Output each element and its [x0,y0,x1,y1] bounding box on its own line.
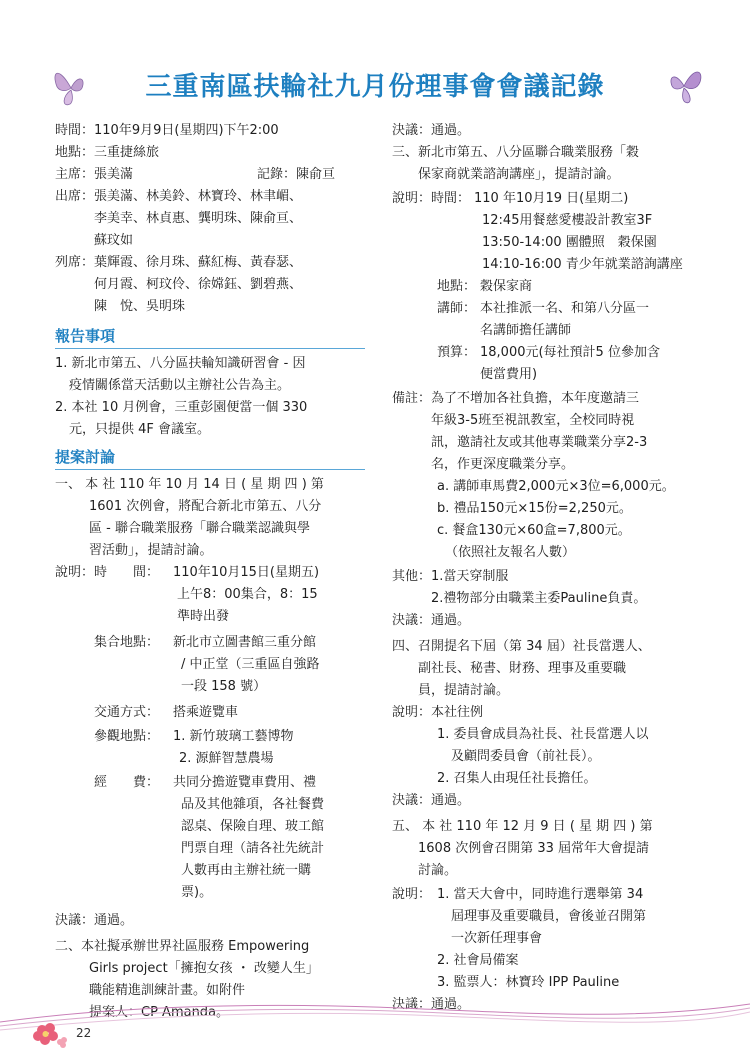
proposal-1-result: 決議：通過。 [55,913,134,928]
proposal-2-result: 決議：通過。 [392,123,471,138]
meeting-chair: 主席：張美滿 記錄：陳俞亘 [55,164,365,186]
right-column [392,120,702,1016]
observers: 列席： 葉輝霞、徐月珠、蘇紅梅、黃春瑟、 何月霞、柯玟伶、徐嫦鈺、劉碧燕、 陳 悅、吳明珠 [55,255,303,314]
proposal-5: 五、 本 社 110 年 12 月 9 日 ( 星 期 四 ) 第 1608 次例會召開第 33 屆常年大會提請 討論。 [392,819,653,878]
proposal-2: 二、本社擬承辦世界社區服務 Empowering Girls project「擁抱女孩 ・ 改變人生」 職能精進訓練計畫。如附件 提案人：CP Amanda。 [55,939,319,1020]
proposal-3-result: 決議：通過。 [392,613,471,628]
report-heading: 報告事項 [55,327,116,345]
proposal-3-lecturer: 講師： 本社推派一名、和第八分區一 名講師擔任講師 [437,301,650,338]
proposal-3-time: 說明： 時間： 110 年10月19 日(星期二) 12:45用餐慈愛樓設計教室3F 13:50-14:00 團體照 穀保園 14:10-16:00 青少年就業諮詢講座 [392,191,683,272]
proposal-1-place: 集合地點： 新北市立圖書館三重分館 / 中正堂（三重區自強路 一段 158 號） [94,635,320,694]
report-item-1: 1. 新北市第五、八分區扶輪知識研習會 - 因 疫情關係當天活動以主辦社公告為主。 [55,356,306,393]
proposal-rule [55,469,365,470]
report-item-2: 2. 本社 10 月例會，三重彭園便當一個 330 元，只提供 4F 會議室。 [55,400,308,437]
footer-wave-decoration [0,996,750,1036]
proposal-4-explain: 說明：本社往例 [392,705,484,720]
proposal-4: 四、召開提名下屆（第 34 屆）社長當選人、 副社長、秘書、財務、理事及重要職 員，提請討論。 [392,639,651,698]
proposal-3-costs: a. 講師車馬費2,000元×3位=6,000元。 b. 禮品150元×15份=2,250元。 c. 餐盒130元×60盒=7,800元。 （依照社友報名人數） [437,479,675,560]
attendees: 出席： 張美滿、林美鈴、林寶玲、林聿嵋、 李美幸、林貞惠、龔明珠、陳俞亘、 蘇玟如 [55,189,303,248]
proposal-1-traffic: 交通方式： 搭乘遊覽車 [94,705,239,720]
left-column [55,120,365,1024]
flower-icon [26,1016,70,1052]
proposal-5-explain: 說明： 1. 當天大會中，同時進行選舉第 34 屆理事及重要職員，會後並召開第 一次新任理事會 2. 社會局備案 3. 監票人：林寶玲 IPP Pauline [392,887,647,990]
page-number: 22 [76,1026,92,1040]
proposal-3-other: 其他： 1.當天穿制服 2.禮物部分由職業主委Pauline負責。 [392,569,647,606]
proposal-1-fee: 經 費： 共同分擔遊覽車費用、禮 品及其他雜項，各社餐費 認桌、保險自理、玻工館 門票自理（請各社先統計 人數再由主辦社統一購 票)。 [94,775,325,900]
proposal-3-place: 地點： 穀保家商 [437,279,533,294]
proposal-1-explain: 說明： 時 間： 110年10月15日(星期五) 上午8：00集合，8：15 準時出發 [55,565,320,624]
meeting-recorder: 記錄：陳俞亘 [257,167,336,182]
proposal-heading: 提案討論 [55,448,116,466]
proposal-3-note: 備註： 為了不增加各社負擔，本年度邀請三 年級3-5班至視訊教室，全校同時視 訊，邀請社友或其他專業職業分享2-3 名，作更深度職業分享。 [392,391,648,472]
report-rule [55,348,365,349]
page-title: 三重南區扶輪社九月份理事會會議記錄 [145,72,605,102]
proposal-4-items: 1. 委員會成員為社長、社長當選人以 及顧問委員會（前社長）。 2. 召集人由現任社長擔任。 [437,727,649,786]
proposal-1: 一、 本 社 110 年 10 月 14 日 ( 星 期 四 ) 第 1601 次例會，將配合新北市第五、八分 區 - 聯合職業服務「聯合職業認識與學 習活動」，提請討論。 [55,477,324,558]
proposal-5-result: 決議：通過。 [392,997,471,1012]
proposal-3-budget: 預算： 18,000元(每社預計5 位參加含 便當費用) [437,345,660,382]
meeting-place: 地點：三重捷絲旅 [55,145,160,160]
meeting-time: 時間：110年9月9日(星期四)下午2:00 [55,123,279,138]
proposal-4-result: 決議：通過。 [392,793,471,808]
proposal-1-visit: 參觀地點： 1. 新竹玻璃工藝博物 2. 源鮮智慧農場 [94,729,294,766]
proposal-3: 三、新北市第五、八分區聯合職業服務「穀 保家商就業諮詢講座」，提請討論。 [392,145,640,182]
